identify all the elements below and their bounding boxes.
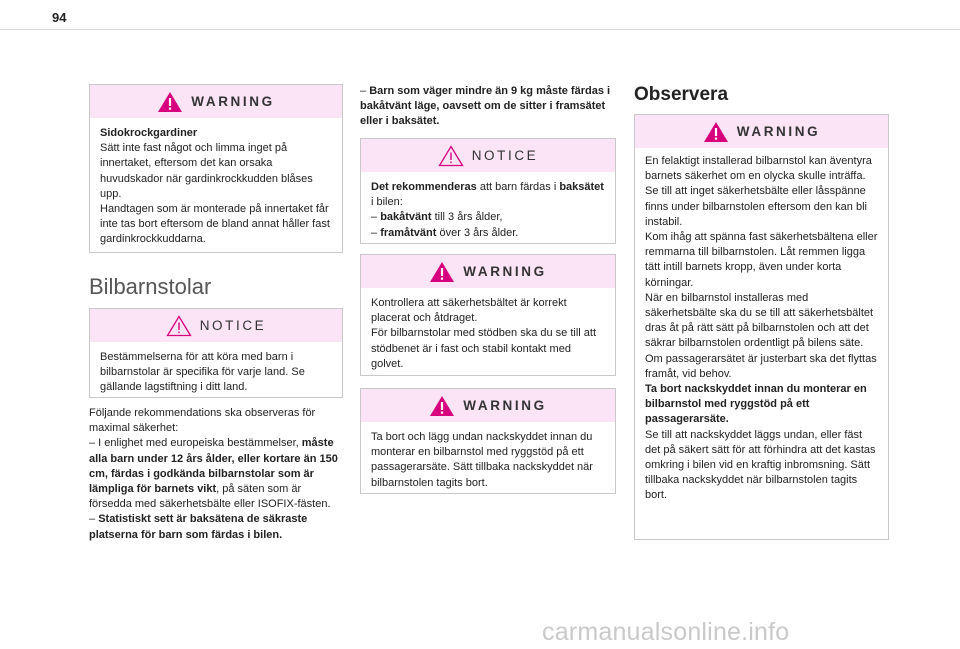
notice-triangle-icon — [438, 145, 464, 167]
notice-header — [90, 309, 342, 342]
warning-text-2: För bilbarnstolar med stödben ska du se till att stödbenet är i fast och stabil kontakt med golvet. — [371, 327, 597, 370]
watermark: carmanualsonline.info — [542, 618, 790, 646]
warning-text: Sätt inte fast något och limma inget på innertaket, eftersom det kan orsaka huvudskador när gardinkrockkudden blåses upp. — [100, 142, 313, 200]
recommendations-intro: Följande rekommendations ska observeras för maximal säkerhet: — [89, 407, 316, 435]
warning-triangle-icon — [157, 91, 183, 113]
warning-paragraph-1: En felaktigt installerad bilbarnstol kan äventyra barnets säkerhet om en olycka skulle inträffa. — [645, 155, 872, 183]
warning-box-headrest — [360, 388, 616, 494]
warning-header — [90, 85, 342, 118]
top-divider — [0, 29, 960, 30]
warning-paragraph-5-bold: Ta bort nackskyddet innan du monterar en bilbarnstol med ryggstöd på ett passagerarsäte. — [645, 383, 867, 426]
warning-header-label: WARNING — [191, 94, 275, 109]
warning-header — [635, 115, 888, 148]
warning-header — [361, 389, 615, 422]
warning-box-side-curtain — [89, 84, 343, 253]
notice-text: Bestämmelserna för att köra med barn i bilbarnstolar är specifika för varje land. Se gällande lagstiftning i ditt land. — [100, 351, 305, 394]
warning-header-label: WARNING — [463, 264, 547, 279]
warning-text: Kontrollera att säkerhetsbältet är korrekt placerat och åtdraget. — [371, 297, 567, 325]
warning-text: Ta bort och lägg undan nackskyddet innan du monterar en bilbarnstol med ryggstöd på ett passagerarsäte. Sätt tillbaka nackskyddet när bilbarnstolen tagits bort. — [371, 431, 593, 489]
warning-triangle-icon — [703, 121, 729, 143]
warning-header-label: WARNING — [736, 124, 821, 139]
section-title-bilbarnstolar: Bilbarnstolar — [89, 274, 212, 299]
notice-header-label: NOTICE — [199, 318, 267, 333]
rear-facing-text: – Barn som väger mindre än 9 kg måste färdas i bakåtvänt läge, oavsett om de sitter i framsätet eller i baksätet. — [360, 85, 611, 128]
warning-text-2: Handtagen som är monterade på innertaket får inte tas bort eftersom de bland annat håller fast gardinkrockkuddarna. — [100, 203, 330, 246]
notice-box-regulations — [89, 308, 343, 398]
notice-triangle-icon — [166, 315, 192, 337]
warning-title: Sidokrockgardiner — [100, 127, 198, 139]
notice-header — [361, 139, 615, 172]
notice-item-forward-facing: – framåtvänt över 3 års ålder. — [371, 226, 519, 239]
warning-box-seatbelt — [360, 254, 616, 376]
notice-line-1: Det rekommenderas att barn färdas i baksätet i bilen: — [371, 181, 604, 209]
warning-triangle-icon — [429, 395, 455, 417]
recommendation-item-1: – I enlighet med europeiska bestämmelser, måste alla barn under 12 års ålder, eller kortare än 150 cm, färdas i godkända bilbarnstolar som är lämpliga för barnets vikt, på säten som är försedda med säkerhetsbälte eller ISOFIX-fästen. — [89, 437, 338, 511]
warning-paragraph-2: Se till att inget säkerhetsbälte eller låsspänne finns under bilbarnstolen eftersom den kan bli instabil. — [645, 185, 867, 228]
notice-item-rear-facing: – bakåtvänt till 3 års ålder, — [371, 211, 503, 224]
warning-triangle-icon — [429, 261, 455, 283]
warning-paragraph-6: Se till att nackskyddet läggs undan, eller fäst det på säkert sätt för att förhindra att det kastas omkring i bilen vid en kraftig inbromsning. Sätt tillbaka nackskyddet när bilbarnstolen tagits bort. — [645, 428, 876, 502]
recommendation-item-2: – Statistiskt sett är baksätena de säkraste platserna för barn som färdas i bilen. — [89, 513, 308, 541]
notice-header-label: NOTICE — [471, 148, 539, 163]
warning-header-label: WARNING — [463, 398, 547, 413]
rear-facing-bold: Barn som väger mindre än 9 kg måste färdas i bakåtvänt läge, oavsett om de sitter i framsätet eller i baksätet. — [360, 85, 611, 128]
page-number: 94 — [52, 10, 67, 25]
warning-header — [361, 255, 615, 288]
warning-paragraph-3: Kom ihåg att spänna fast säkerhetsbältena eller remmarna till bilbarnstolen. Låt remmen ligga tätt intill barnets kropp, även under korta körningar. — [645, 231, 878, 289]
warning-box-installation — [634, 114, 889, 540]
notice-box-rear-seat — [360, 138, 616, 244]
recommendations-text — [89, 406, 343, 543]
section-title-observera: Observera — [634, 84, 729, 105]
warning-paragraph-4: När en bilbarnstol installeras med säkerhetsbälte ska du se till att säkerhetsbältet dras åt på rätt sätt på bilbarnstolen och att det säkrar bilbarnstolen ordentligt på bilens säte. Om passagerarsätet är justerbart ska det flyttas framåt, vid behov. — [645, 291, 877, 380]
